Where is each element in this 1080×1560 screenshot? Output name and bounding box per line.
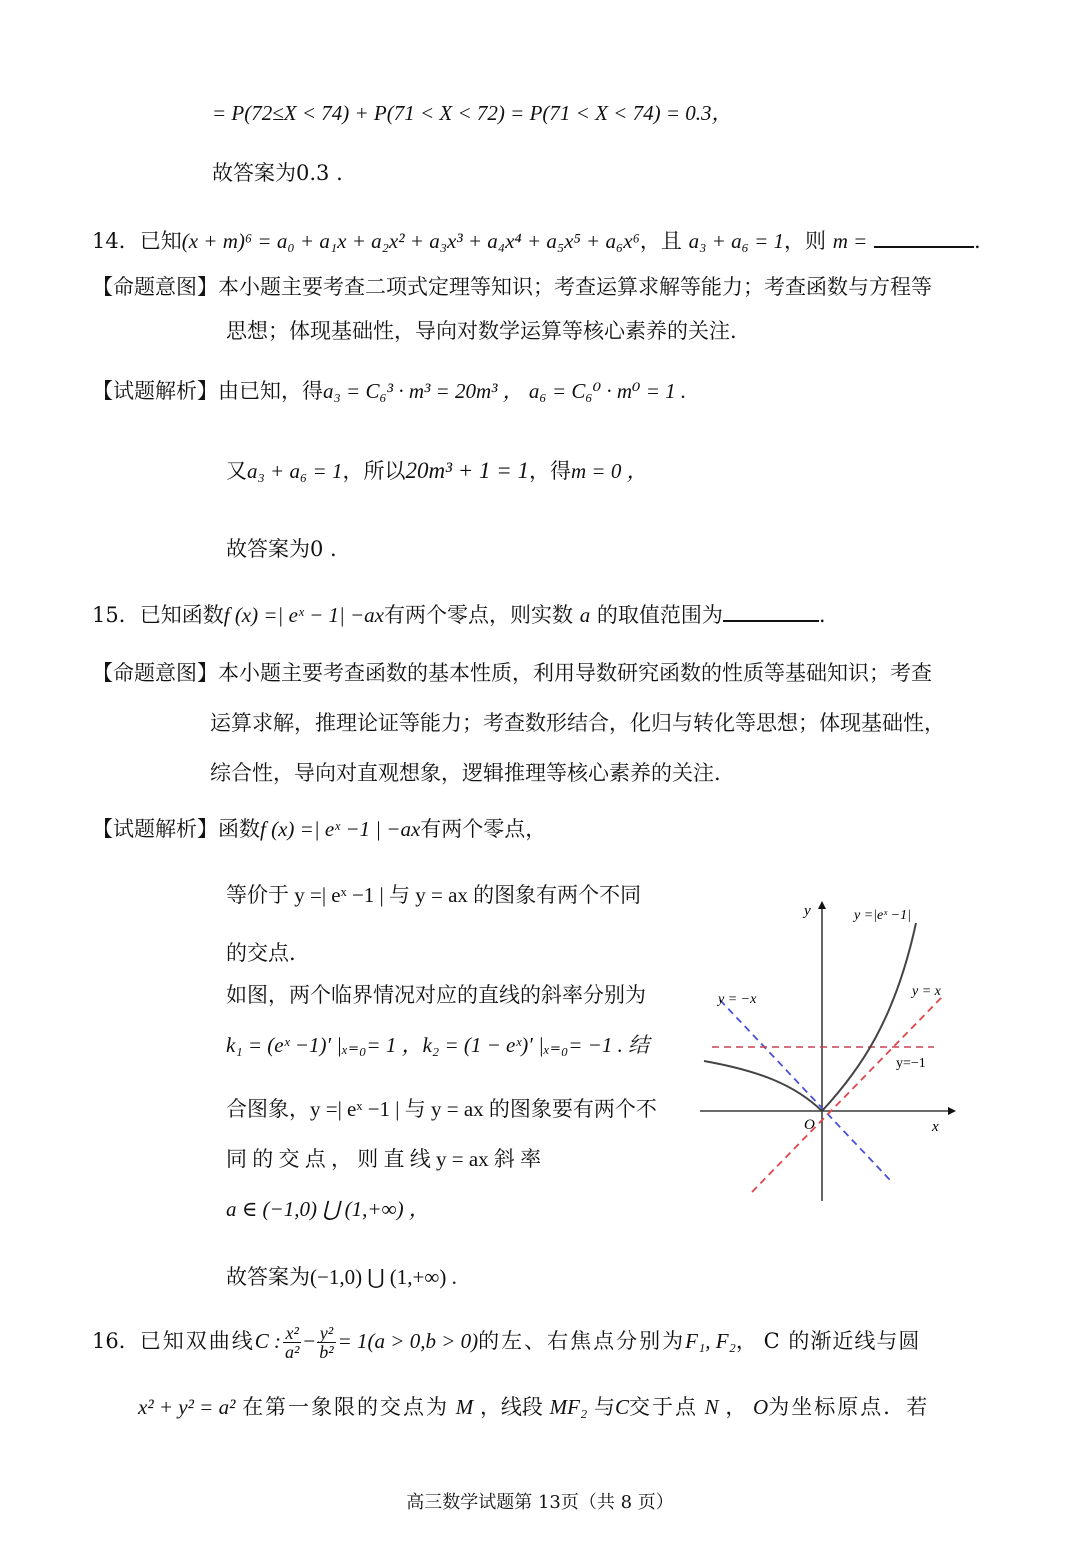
analysis-formula: f (x) =| eˣ −1 | −ax bbox=[260, 817, 421, 841]
curve-label: y =|eˣ −1| bbox=[854, 908, 911, 923]
segment-MF2: MF₂ bbox=[549, 1395, 588, 1419]
fraction-denominator: a² bbox=[284, 1342, 300, 1362]
analysis-text: 有两个零点， bbox=[420, 817, 547, 841]
y-axis-label: y bbox=[804, 903, 811, 919]
stem-text: ，线段 bbox=[479, 1395, 543, 1419]
y-axis-arrow bbox=[818, 901, 826, 909]
circle-equation: x² + y² = a² bbox=[138, 1395, 236, 1419]
answer-blank[interactable] bbox=[723, 602, 819, 622]
stem-text: 已知 bbox=[139, 229, 182, 253]
analysis-text: 函数 bbox=[218, 817, 260, 841]
question-16 bbox=[92, 1324, 920, 1368]
question-number: 14． bbox=[92, 229, 140, 253]
fraction-y bbox=[317, 1324, 335, 1361]
analysis-formula: a₃ + a₆ = 1 bbox=[247, 459, 343, 483]
curve-left bbox=[704, 1061, 822, 1111]
page-footer: 高三数学试题第 13页（共 8 页） bbox=[406, 1492, 674, 1513]
line-pos-x bbox=[752, 997, 942, 1192]
analysis-text: ，得 bbox=[529, 459, 571, 483]
ask-variable: m = bbox=[832, 229, 868, 253]
analysis-15-line4: 如图，两个临界情况对应的直线的斜率分别为 bbox=[226, 983, 646, 1007]
stem-text: 已知函数 bbox=[139, 603, 224, 627]
answer-q15: 故答案为(−1,0) ⋃ (1,+∞) . bbox=[226, 1265, 457, 1289]
analysis-15-line3: 的交点. bbox=[226, 941, 296, 965]
intent-14 bbox=[92, 272, 932, 302]
analysis-15-line2: 等价于 y =| eˣ −1 | 与 y = ax 的图象有两个不同 bbox=[226, 883, 642, 907]
answer-q13: 故答案为0.3 . bbox=[212, 161, 343, 185]
fraction-numerator: x² bbox=[283, 1324, 301, 1343]
analysis-15-line6: 合图象，y =| eˣ −1 | 与 y = ax 的图象要有两个不 bbox=[226, 1097, 657, 1121]
line-neg-x bbox=[720, 1000, 890, 1180]
analysis-text: 又 bbox=[226, 459, 247, 483]
curve-right bbox=[822, 923, 916, 1111]
question-number: 16． bbox=[92, 1329, 140, 1353]
analysis-15 bbox=[92, 814, 546, 844]
analysis-15-line8: a ∈ (−1,0) ⋃ (1,+∞) ， bbox=[226, 1197, 430, 1221]
question-14: 14．已知(x + m)⁶ = a₀ + a₁x + a₂x² + a₃x³ + a₄x⁴ + a₅x⁵ + a₆x⁶，且 a₃ + a₆ = 1，则 m = . bbox=[92, 229, 981, 253]
answer-blank[interactable] bbox=[874, 228, 974, 248]
fraction-x bbox=[283, 1324, 301, 1361]
function-graph bbox=[700, 895, 960, 1205]
analysis-tag: 【试题解析】 bbox=[92, 379, 218, 403]
foci: F₁, F₂ bbox=[685, 1329, 736, 1353]
condition: a₃ + a₆ = 1 bbox=[688, 229, 785, 253]
intent-15 bbox=[92, 658, 932, 688]
stem-text: ， bbox=[725, 1395, 747, 1419]
probability-line: = P(72≤X < 74) + P(71 < X < 72) = P(71 < X < 74) = 0.3， bbox=[212, 101, 733, 125]
analysis-text: 由已知，得 bbox=[218, 379, 323, 403]
answer-q14: 故答案为0 . bbox=[226, 537, 337, 561]
binomial-formula: (x + m)⁶ = a₀ + a₁x + a₂x² + a₃x³ + a₄x⁴ + a₅x⁵ + a₆x⁶ bbox=[181, 229, 640, 253]
stem-text: 的取值范围为 bbox=[596, 603, 723, 627]
stem-text: ，则 bbox=[784, 229, 827, 253]
analysis-14-line2 bbox=[226, 456, 648, 486]
stem-text: 的左、右焦点分别为 bbox=[478, 1329, 686, 1353]
pos-x-label: y = x bbox=[912, 984, 941, 999]
x-axis-label: x bbox=[932, 1119, 939, 1135]
stem-text: 已知双曲线 bbox=[139, 1329, 255, 1353]
origin-label: O bbox=[804, 1117, 815, 1133]
intent-15-cont1: 运算求解，推理论证等能力；考查数形结合，化归与转化等思想；体现基础性， bbox=[210, 711, 945, 735]
stem-text: C 的渐近线与圆 bbox=[763, 1329, 921, 1353]
analysis-text: ，所以 bbox=[342, 459, 406, 483]
point-M: M bbox=[455, 1395, 474, 1419]
stem-text: ，且 bbox=[639, 229, 682, 253]
intent-15-cont2: 综合性，导向对直观想象，逻辑推理等核心素养的关注. bbox=[210, 761, 721, 785]
variable-a: a bbox=[579, 603, 591, 627]
question-16-line2 bbox=[138, 1392, 929, 1422]
stem-text: 在第一象限的交点为 bbox=[242, 1395, 450, 1419]
stem-text: 交于点 bbox=[628, 1395, 698, 1419]
intent-text: 本小题主要考查二项式定理等知识；考查运算求解等能力；考查函数与方程等 bbox=[218, 275, 932, 299]
intent-tag: 【命题意图】 bbox=[92, 661, 218, 685]
analysis-tag: 【试题解析】 bbox=[92, 817, 218, 841]
curve-name: C bbox=[614, 1395, 629, 1419]
intent-text: 本小题主要考查函数的基本性质，利用导数研究函数的性质等基础知识；考查 bbox=[218, 661, 932, 685]
analysis-15-line5: k₁ = (eˣ −1)′ |ₓ₌₀= 1 ，k₂ = (1 − eˣ)′ |ₓ₌₀= −1 . 结 bbox=[226, 1033, 650, 1057]
point-O: O bbox=[753, 1395, 769, 1419]
function-formula: f (x) =| eˣ − 1| −ax bbox=[223, 603, 385, 627]
x-axis-arrow bbox=[948, 1107, 956, 1115]
analysis-formula: a₃ = C₆³ · m³ = 20m³ ， a₆ = C₆⁰ · m⁰ = 1 . bbox=[323, 379, 687, 403]
equation-rhs: = 1(a > 0,b > 0) bbox=[337, 1329, 479, 1353]
fraction-denominator: b² bbox=[319, 1342, 334, 1362]
point-N: N bbox=[704, 1395, 719, 1419]
stem-text: ， bbox=[735, 1329, 757, 1353]
analysis-15-line7: 同 的 交 点 ， 则 直 线 y = ax 斜 率 bbox=[226, 1147, 542, 1171]
question-number: 15． bbox=[92, 603, 140, 627]
analysis-formula: 20m³ + 1 = 1 bbox=[405, 458, 529, 483]
stem-text: 与 bbox=[593, 1395, 615, 1419]
analysis-14 bbox=[92, 376, 686, 406]
intent-14-cont: 思想；体现基础性，导向对数学运算等核心素养的关注. bbox=[226, 319, 737, 343]
intent-tag: 【命题意图】 bbox=[92, 275, 218, 299]
neg-x-label: y = −x bbox=[718, 992, 757, 1007]
question-15: 15．已知函数f (x) =| eˣ − 1| −ax有两个零点，则实数 a 的取值范围为 . bbox=[92, 603, 826, 627]
minus-sign: − bbox=[303, 1329, 316, 1353]
curve-name: C : bbox=[254, 1329, 281, 1353]
analysis-formula: m = 0 ， bbox=[571, 459, 648, 483]
fraction-numerator: y² bbox=[317, 1324, 335, 1343]
stem-text: 有两个零点，则实数 bbox=[384, 603, 574, 627]
stem-text: 为坐标原点．若 bbox=[768, 1395, 930, 1419]
neg-one-label: y=−1 bbox=[896, 1056, 926, 1071]
